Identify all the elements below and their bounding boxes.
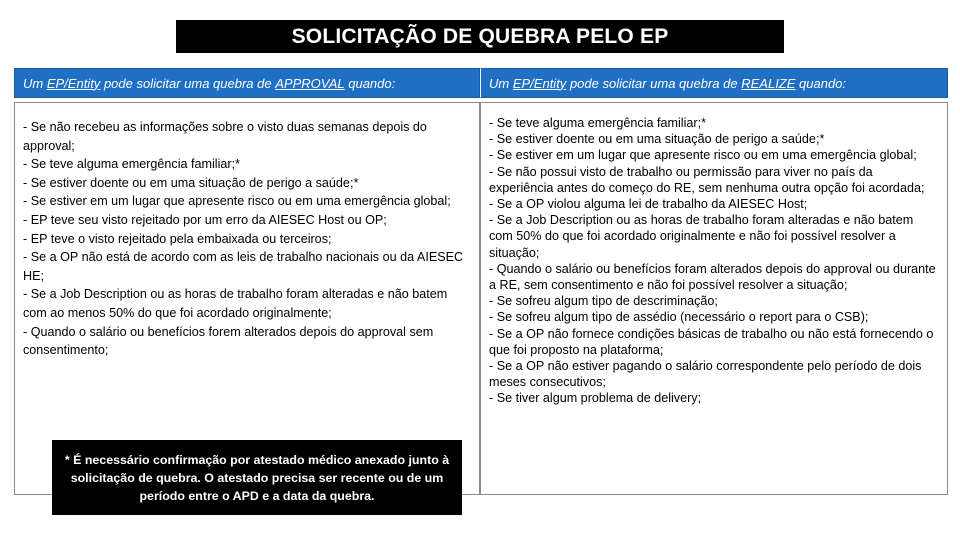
page-title: SOLICITAÇÃO DE QUEBRA PELO EP [176,20,784,53]
realize-column-header [480,68,948,98]
realize-condition-item: - Se teve alguma emergência familiar;* [489,116,706,130]
approval-header-prefix: Um [23,75,44,91]
realize-header-suffix: quando: [799,75,847,91]
realize-condition-item: - Se estiver em um lugar que apresente risco ou em uma emergência global; [489,148,917,163]
approval-condition-item: - Se estiver em um lugar que apresente risco ou em uma emergência global; [23,194,451,209]
realize-condition-item: - Se sofreu algum tipo de assédio (necessário o report para o CSB); [489,310,869,325]
realize-condition-item: - Se a OP não estiver pagando o salário correspondente pelo período de dois meses consecutivos; [489,359,922,390]
approval-condition-item: - Se não recebeu as informações sobre o visto duas semanas depois do approval; [23,120,427,153]
realize-column [480,102,948,495]
realize-header-keyword: REALIZE [741,75,796,91]
approval-header-middle: pode solicitar uma quebra de [103,75,272,91]
realize-condition-item: - Se sofreu algum tipo de descriminação; [489,294,718,309]
realize-condition-item: - Se a OP não fornece condições básicas de trabalho ou não está fornecendo o que foi proposto na plataforma; [489,326,934,357]
realize-header-middle: pode solicitar uma quebra de [569,75,738,91]
approval-conditions-list [15,103,479,360]
realize-conditions-list [481,103,947,407]
realize-condition-item: - Se estiver doente ou em uma situação de perigo a saúde;* [489,132,825,147]
approval-header-keyword: APPROVAL [275,75,345,91]
approval-condition-item: - Se teve alguma emergência familiar;* [23,157,240,172]
approval-condition-item: - Se a OP não está de acordo com as leis de trabalho nacionais ou da AIESEC HE; [23,250,464,283]
realize-condition-item: - Se não possui visto de trabalho ou permissão para viver no país da experiência antes do começo do RE, sem nenhuma outra opção foi acordada; [489,164,925,195]
approval-column [14,102,480,503]
realize-condition-item: - Se a Job Description ou as horas de trabalho foram alteradas e não batem com 50% do que foi acordado originalmente e não foi possível resolver a situação; [489,213,914,260]
break-request-table [14,68,948,503]
approval-condition-item: - Se estiver doente ou em uma situação de perigo a saúde;* [23,175,359,190]
approval-header-entity-link: EP/Entity [46,75,101,91]
approval-condition-item: - Quando o salário ou benefícios forem alterados depois do approval sem consentimento; [23,324,434,358]
medical-certificate-note: * É necessário confirmação por atestado médico anexado junto à solicitação de quebra. O atestado precisa ser recente ou de um período entre o APD e a data da quebra. [52,440,462,515]
realize-condition-item: - Se a OP violou alguma lei de trabalho da AIESEC Host; [489,197,808,212]
approval-condition-item: - Se a Job Description ou as horas de trabalho foram alteradas e não batem com ao menos 50% do que foi acordado originalmente; [23,287,448,320]
realize-condition-item: - Se tiver algum problema de delivery; [489,391,702,406]
realize-header-prefix: Um [489,75,510,91]
approval-column-header [14,68,480,98]
approval-condition-item: - EP teve seu visto rejeitado por um erro da AIESEC Host ou OP; [23,212,387,227]
realize-condition-item: - Quando o salário ou benefícios foram alterados depois do approval ou durante a RE, sem consentimento e não foi possível resolver a situação; [489,261,936,293]
approval-header-suffix: quando: [348,75,396,91]
realize-header-entity-link: EP/Entity [512,75,567,91]
approval-condition-item: - EP teve o visto rejeitado pela embaixada ou terceiros; [23,231,332,246]
